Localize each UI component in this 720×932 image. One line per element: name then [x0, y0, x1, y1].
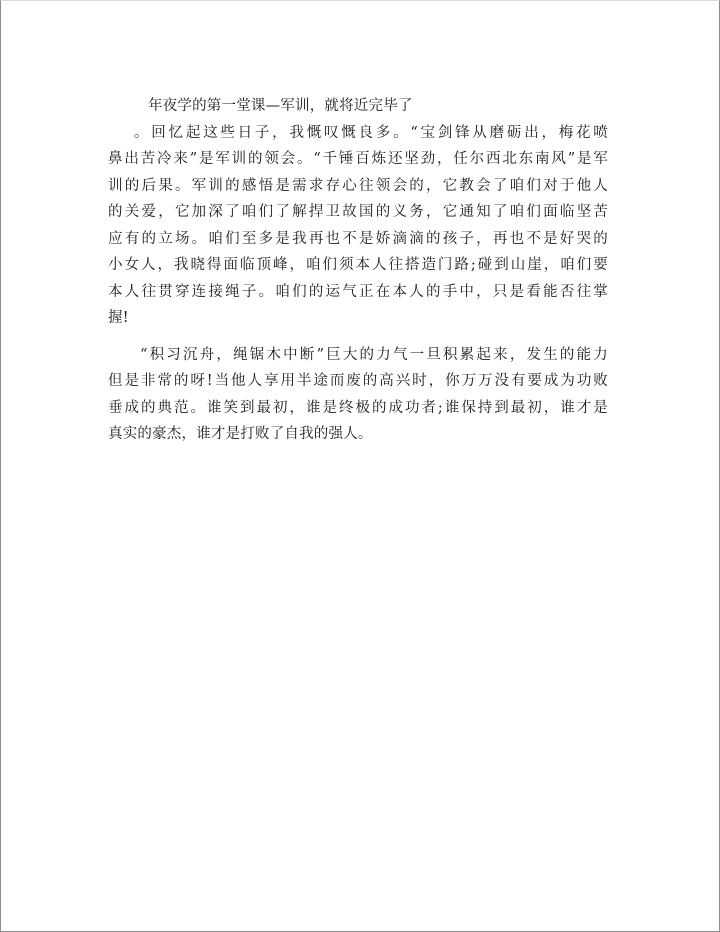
- paragraph-line: 垂成的典范。谁笑到最初，谁是终极的成功者;谁保持到最初，谁才是: [108, 399, 608, 416]
- paragraph-line: 握!: [108, 310, 129, 326]
- title-line: 年夜学的第一堂课—军训，就将近完毕了: [148, 98, 413, 114]
- paragraph-line: 鼻出苦冷来”是军训的领会。“千锤百炼还坚劲，任尔西北东南风”是军: [108, 151, 608, 167]
- paragraph-line: 但是非常的呀!当他人享用半途而废的高兴时，你万万没有要成为功败: [108, 373, 608, 389]
- paragraph-line: 的关爱，它加深了咱们了解捍卫故国的义务，它通知了咱们面临坚苦: [108, 204, 608, 220]
- paragraph-line: 训的后果。军训的感悟是需求存心往领会的，它教会了咱们对于他人: [108, 177, 608, 194]
- paragraph-line: 。回忆起这些日子，我慨叹慨良多。“宝剑锋从磨砺出，梅花喷: [134, 124, 608, 141]
- paragraph-gap: [108, 332, 608, 342]
- paragraph-2: [108, 342, 608, 448]
- paragraph-1: [108, 120, 608, 332]
- paragraph-line: 小女人，我晓得面临顶峰，咱们须本人往搭造门路;碰到山崖，咱们要: [108, 257, 608, 273]
- paragraph-line: 应有的立场。咱们至多是我再也不是娇滴滴的孩子，再也不是好哭的: [108, 230, 608, 247]
- paragraph-line: 真实的豪杰，谁才是打败了自我的强人。: [108, 426, 373, 442]
- paragraph-line: “积习沉舟，绳锯木中断”巨大的力气一旦积累起来，发生的能力: [140, 346, 608, 363]
- document-body: [108, 93, 608, 448]
- paragraph-line: 本人往贯穿连接绳子。咱们的运气正在本人的手中，只是看能否往掌: [108, 283, 608, 300]
